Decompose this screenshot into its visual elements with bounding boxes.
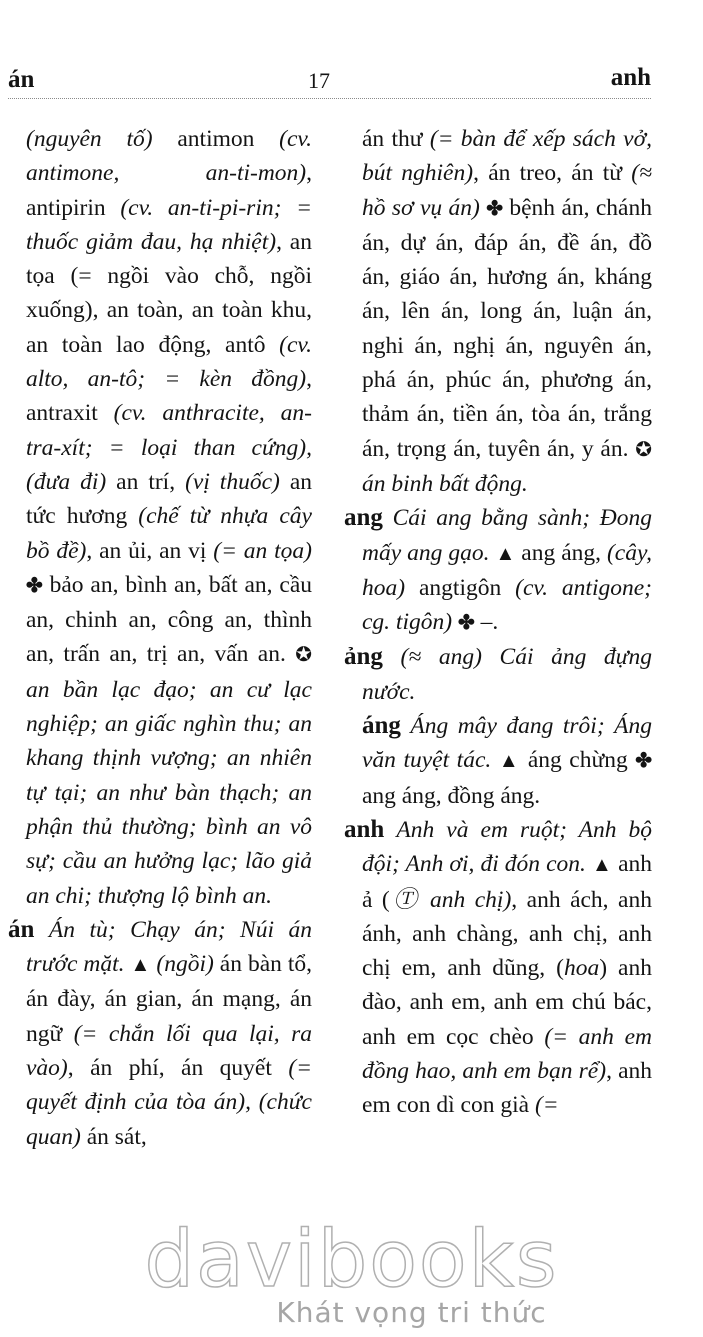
entry-anh: anh Anh và em ruột; Anh bộ đội; Anh ơi, đi đón con. ▲ anh ả (Ⓣ anh chị), anh ách, anh ánh, anh chàng, anh chị, anh chị em, anh dũng, (hoa) anh đào, anh em, anh em chú bác, anh em cọc chèo (= anh em đồng hao, anh em bạn rể), anh em con dì con già (= [344,815,653,1119]
triangle-icon: ▲ [130,954,151,977]
entry-an-court-continuation: án thư (= bàn để xếp sách vở, bút nghiên), án treo, án từ (≈ hồ sơ vụ án) ✤ bệnh án, chánh án, dự án, đáp án, đề án, đồ án, giáo án, hương án, kháng án, lên án, long án, luận án, nghi án, nghị án, nguyên án, phá án, phúc án, phương án, thảm án, tiền án, tòa án, trắng án, trọng án, tuyên án, y án. ✪ án binh bất động. [362,126,652,497]
right-column [344,122,652,1123]
entry-ang-acute: áng Áng mây đang trôi; Áng văn tuyệt tác. ▲ áng chừng ✤ ang áng, đồng áng. [362,712,653,809]
header-rule [8,98,651,99]
cross-icon: ✤ [486,197,503,220]
cross-icon: ✤ [635,750,653,773]
headword: áng [362,712,401,740]
entry-ang: ang Cái ang bằng sành; Đong mấy ang gạo. ▲ ang áng, (cây, hoa) angtigôn (cv. antigone; cg. tigôn) ✤ –. [344,504,652,636]
headword: ang [344,504,383,532]
idiom-icon: ✪ [295,644,312,667]
idiom-icon: ✪ [635,438,652,461]
watermark-brand: davibooks [144,1215,559,1305]
headword: anh [344,815,385,843]
cross-icon: ✤ [457,612,475,635]
triangle-icon: ▲ [495,542,516,565]
left-guide-word: án [8,66,35,93]
cross-icon: ✤ [26,574,43,597]
triangle-icon: ▲ [498,750,521,773]
watermark-slogan: Khát vọng tri thức [276,1296,547,1329]
headword: án [8,915,35,943]
page-header [0,58,703,104]
entry-ang-hook: ảng (≈ ang) Cái ảng đựng nước. [344,643,652,705]
left-column [8,122,312,1154]
right-guide-word: anh [610,64,651,91]
entry-an-court: án Án tù; Chạy án; Núi án trước mặt. ▲ (ngồi) án bàn tổ, án đày, án gian, án mạng, án ngữ (= chắn lối qua lại, ra vào), án phí, án quyết (= quyết định của tòa án), (chức quan) án sát, [8,915,312,1150]
page-number: 17 [308,68,330,93]
entry-an-continuation: (nguyên tố) antimon (cv. antimone, an-ti-mon), antipirin (cv. an-ti-pi-rin; = thuốc giảm đau, hạ nhiệt), an tọa (= ngồi vào chỗ, ngồi xuống), an toàn, an toàn khu, an toàn lao động, antô (cv. alto, an-tô; = kèn đồng), antraxit (cv. anthracite, an-tra-xít; = loại than cứng), (đưa đi) an trí, (vị thuốc) an tức hương (chế từ nhựa cây bồ đề), an ủi, an vị (= an tọa) ✤ bảo an, bình an, bất an, cầu an, chinh an, công an, thình an, trấn an, trị an, vấn an. ✪ an bần lạc đạo; an cư lạc nghiệp; an giấc nghìn thu; an khang thịnh vượng; an nhiên tự tại; an như bàn thạch; an phận thủ thường; bình an vô sự; cầu an hưởng lạc; lão giả an chi; thượng lộ bình an. [26,126,313,909]
triangle-icon: ▲ [592,854,612,877]
headword: ảng [344,643,383,671]
